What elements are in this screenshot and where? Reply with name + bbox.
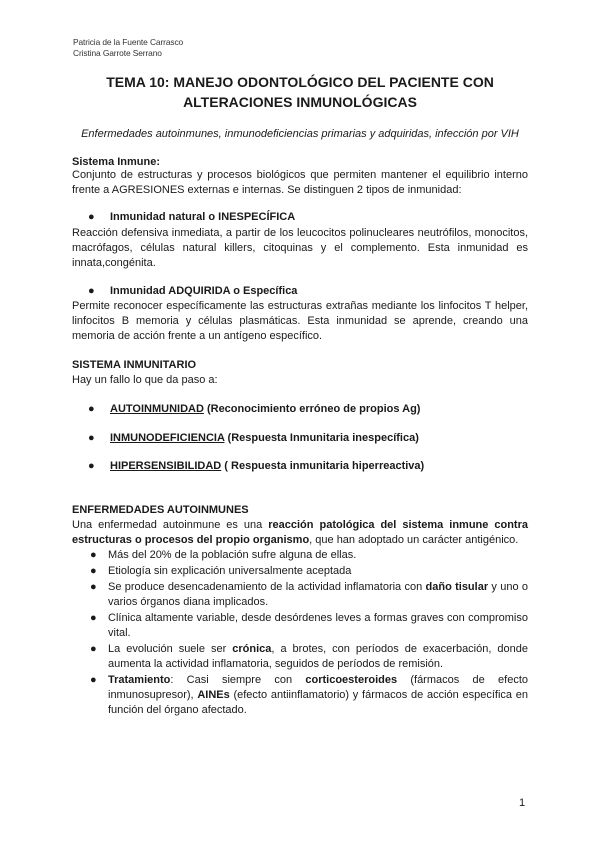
section-heading-enfermedades-autoinmunes: ENFERMEDADES AUTOINMUNES (72, 504, 249, 516)
author-1: Patricia de la Fuente Carrasco (73, 37, 184, 47)
bullet-icon: ● (90, 674, 97, 686)
sistema-inmune-text: Conjunto de estructuras y procesos biológicos que permiten mantener el equilibrio interno frente a AGRESIONES externas e internas. Se distinguen 2 tipos de inmunidad: (72, 169, 528, 196)
list-item-bold: crónica (232, 643, 272, 655)
authors-header (73, 37, 183, 58)
list-item (72, 548, 528, 563)
bullet-icon: ● (88, 432, 95, 444)
bullet-icon: ● (90, 565, 97, 577)
intro-part-b: reacción patológica del sistema inmune contra estructuras o procesos del propio organismo (72, 519, 528, 546)
bullet-icon: ● (90, 643, 97, 655)
title-line-2: ALTERACIONES INMUNOLÓGICAS (183, 94, 417, 110)
section-heading-sistema-inmune: Sistema Inmune: (72, 156, 161, 168)
enfermedades-intro (72, 518, 528, 548)
term-hipersensibilidad: HIPERSENSIBILIDAD (110, 460, 222, 472)
author-2: Cristina Garrote Serrano (73, 47, 162, 58)
bullet-icon: ● (90, 581, 97, 593)
list-item-bold: Tratamiento (108, 674, 171, 686)
list-item (72, 642, 528, 672)
page-number: 1 (519, 797, 526, 809)
page-title (72, 72, 528, 112)
list-item (72, 564, 528, 579)
list-item (72, 673, 528, 718)
list-item-text: (efecto antiinflamatorio) y fármacos de acción específica en función del órgano afectado. (108, 689, 528, 716)
inmunidad-adquirida-label: Inmunidad ADQUIRIDA o Específica (110, 285, 298, 297)
list-item-text: Etiología sin explicación universalmente aceptada (108, 565, 352, 577)
term-autoinmunidad: AUTOINMUNIDAD (110, 403, 204, 415)
term-inmunodeficiencia: INMUNODEFICIENCIA (110, 432, 225, 444)
list-item-bold: corticoesteroides (305, 674, 398, 686)
bullet-icon: ● (88, 211, 95, 223)
bullet-icon: ● (88, 403, 95, 415)
list-item-text: Clínica altamente variable, desde desórdenes leves a formas graves con compromiso vital. (108, 612, 528, 639)
term-hipersensibilidad-desc: ( Respuesta inmunitaria hiperreactiva) (221, 460, 425, 472)
enfermedades-list (72, 548, 528, 719)
list-item-bold: AINEs (197, 689, 230, 701)
intro-part-a: Una enfermedad autoinmune es una (72, 519, 269, 531)
list-item-text: Más del 20% de la población sufre alguna de ellas. (108, 549, 357, 561)
inmunidad-natural-text: Reacción defensiva inmediata, a partir de los leucocitos polinucleares neutrófilos, monocitos, macrófagos, células natural killers, citoquinas y el complemento. Esta inmunidad es innata,congénita. (72, 227, 528, 269)
list-item (72, 611, 528, 641)
term-inmunodeficiencia-desc: (Respuesta Inmunitaria inespecífica) (224, 432, 419, 444)
list-item-bold: daño tisular (425, 581, 489, 593)
list-item-text: (fármacos de efecto inmunosupresor), (108, 674, 528, 701)
list-item-text: y uno o varios órganos diana implicados. (108, 581, 528, 608)
term-autoinmunidad-desc: (Reconocimiento erróneo de propios Ag) (203, 403, 421, 415)
bullet-icon: ● (90, 612, 97, 624)
inmunidad-natural-label: Inmunidad natural o INESPECÍFICA (110, 211, 296, 223)
bullet-icon: ● (88, 285, 95, 297)
bullet-icon: ● (90, 549, 97, 561)
title-line-1: TEMA 10: MANEJO ODONTOLÓGICO DEL PACIENTE CON (106, 74, 494, 90)
list-item-text: : Casi siempre con (170, 674, 306, 686)
section-heading-sistema-inmunitario: SISTEMA INMUNITARIO (72, 359, 197, 371)
intro-part-c: , que han adoptado un carácter antigénico. (309, 534, 519, 546)
list-item-text: La evolución suele ser (108, 643, 233, 655)
list-item-text: Se produce desencadenamiento de la actividad inflamatoria con (108, 581, 426, 593)
list-item (72, 580, 528, 610)
inmunidad-adquirida-text: Permite reconocer específicamente las estructuras extrañas mediante los linfocitos T helper, linfocitos B memoria y células plasmáticas. Esta inmunidad se aprende, creando una memoria de acción frente a un antígeno específico. (72, 300, 528, 342)
sistema-inmunitario-intro: Hay un fallo lo que da paso a: (72, 374, 218, 386)
list-item-text: , a brotes, con períodos de exacerbación, donde aumenta la actividad inflamatoria, seguidos de períodos de remisión. (108, 643, 528, 670)
page-subtitle: Enfermedades autoinmunes, inmunodeficiencias primarias y adquiridas, infección por VIH (81, 128, 519, 140)
bullet-icon: ● (88, 460, 95, 472)
